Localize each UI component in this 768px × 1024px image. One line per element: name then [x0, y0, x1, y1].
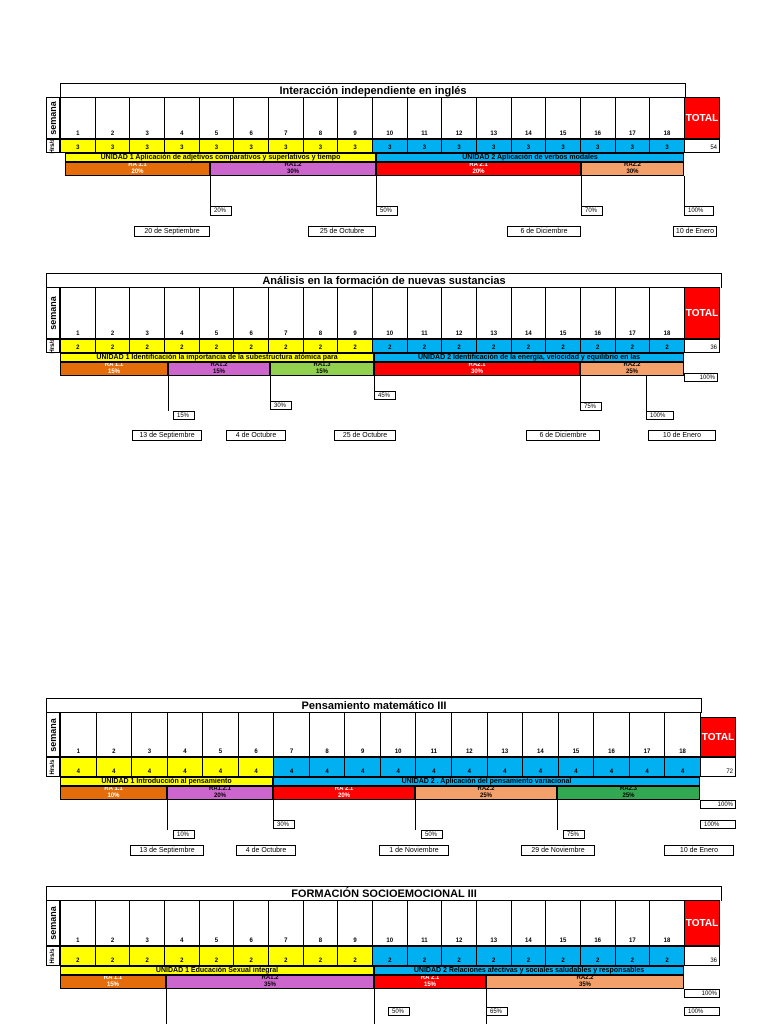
hours-cell: 3 [442, 139, 477, 153]
week-cell: 10 [381, 712, 417, 757]
hours-cell: 4 [239, 757, 275, 777]
hours-row [60, 339, 685, 353]
divider [168, 376, 169, 411]
week-cell: 3 [132, 712, 168, 757]
accum-pct: 100% [700, 800, 736, 809]
hours-cell: 4 [452, 757, 488, 777]
accum-pct: 100% [700, 820, 736, 829]
ra-bar: RA1.2 35% [166, 975, 374, 989]
hours-cell: 2 [304, 946, 339, 966]
divider [210, 176, 211, 206]
week-cell: 14 [512, 97, 547, 139]
week-cell: 13 [477, 97, 512, 139]
hours-cell: 2 [96, 946, 131, 966]
hours-cell: 3 [616, 139, 651, 153]
ra-bar: RA2.1 30% [374, 362, 580, 376]
week-cell: 9 [338, 287, 373, 339]
week-cell: 15 [546, 287, 581, 339]
total-header: TOTAL [684, 287, 720, 339]
divider [557, 800, 558, 830]
week-cell: 2 [96, 97, 131, 139]
week-row [60, 712, 701, 757]
week-cell: 9 [345, 712, 381, 757]
week-cell: 6 [234, 287, 269, 339]
week-cell: 7 [269, 97, 304, 139]
hours-cell: 2 [338, 339, 373, 353]
date-box: 29 de Noviembre [521, 845, 595, 856]
ra-bar: RA 1.1 15% [60, 975, 166, 989]
week-cell: 16 [594, 712, 630, 757]
hours-cell: 2 [373, 946, 408, 966]
hours-cell: 2 [650, 946, 685, 966]
hours-cell: 2 [130, 946, 165, 966]
week-cell: 13 [488, 712, 524, 757]
divider [580, 376, 581, 402]
hours-cell: 3 [408, 139, 443, 153]
unit-1-bar: UNIDAD 1 Introducción al pensamiento [60, 777, 273, 786]
week-cell: 6 [234, 900, 269, 946]
total-header: TOTAL [684, 97, 720, 139]
hours-cell: 3 [650, 139, 685, 153]
hours-cell: 2 [269, 946, 304, 966]
hours-cell: 2 [581, 339, 616, 353]
semana-label: semana [46, 287, 60, 339]
hours-cell: 3 [304, 139, 339, 153]
hours-cell: 4 [665, 757, 701, 777]
date-box: 25 de Octubre [308, 226, 376, 237]
hours-cell: 2 [61, 946, 96, 966]
accum-pct: 100% [646, 411, 674, 420]
hours-cell: 2 [61, 339, 96, 353]
hours-cell: 2 [616, 946, 651, 966]
week-cell: 11 [408, 287, 443, 339]
total-hours: 72 [700, 757, 736, 777]
divider [374, 989, 375, 1024]
block-title: Pensamiento matemático III [46, 698, 702, 713]
ra-bar: RA1.3 15% [270, 362, 374, 376]
week-cell: 18 [665, 712, 701, 757]
hours-cell: 3 [546, 139, 581, 153]
divider [415, 800, 416, 830]
accum-pct: 100% [684, 206, 714, 216]
divider [646, 376, 647, 412]
hours-cell: 4 [274, 757, 310, 777]
ra-bar: RA 1.1 15% [60, 362, 168, 376]
hours-cell: 2 [234, 946, 269, 966]
hours-cell: 2 [408, 339, 443, 353]
hours-cell: 3 [269, 139, 304, 153]
hours-cell: 3 [165, 139, 200, 153]
hours-cell: 4 [168, 757, 204, 777]
hours-row [60, 946, 685, 966]
unit-1-bar: UNIDAD 1 Educación Sexual integral [60, 966, 374, 975]
week-cell: 2 [97, 712, 133, 757]
ra-bar: RA 2.1 20% [376, 162, 581, 176]
accum-pct: 65% [486, 1007, 508, 1016]
semana-label: semana [46, 900, 60, 946]
ra-bar: RA 2.1 20% [273, 786, 415, 800]
ra-bar: RA1.2 30% [210, 162, 376, 176]
hours-cell: 3 [477, 139, 512, 153]
week-cell: 3 [130, 900, 165, 946]
hours-cell: 4 [523, 757, 559, 777]
week-cell: 16 [581, 97, 616, 139]
date-box: 1 de Noviembre [379, 845, 449, 856]
hours-cell: 3 [338, 139, 373, 153]
week-cell: 5 [200, 900, 235, 946]
hours-cell: 4 [345, 757, 381, 777]
ra-bar: RA 1.1 10% [60, 786, 167, 800]
hours-cell: 2 [304, 339, 339, 353]
hours-row [60, 757, 701, 777]
week-cell: 7 [274, 712, 310, 757]
accum-pct: 70% [581, 206, 603, 216]
hours-row [60, 139, 685, 153]
week-cell: 15 [559, 712, 595, 757]
block-title: FORMACIÓN SOCIOEMOCIONAL III [46, 886, 722, 901]
accum-pct: 50% [421, 830, 443, 839]
week-cell: 9 [338, 900, 373, 946]
hours-cell: 2 [373, 339, 408, 353]
date-box: 13 de Septiembre [130, 845, 204, 856]
hours-cell: 4 [97, 757, 133, 777]
week-cell: 18 [650, 287, 685, 339]
hours-cell: 3 [200, 139, 235, 153]
hours-cell: 3 [512, 139, 547, 153]
hours-cell: 4 [594, 757, 630, 777]
ra-bar: RA2.2 35% [486, 975, 684, 989]
date-box: 4 de Octubre [236, 845, 296, 856]
hours-cell: 2 [581, 946, 616, 966]
divider [273, 800, 274, 820]
week-cell: 8 [304, 97, 339, 139]
hrs-label: Hrs/s [46, 757, 60, 777]
hours-cell: 2 [130, 339, 165, 353]
block-title: Análisis en la formación de nuevas sustancias [46, 273, 722, 288]
week-cell: 8 [304, 900, 339, 946]
date-box: 6 de Diciembre [507, 226, 581, 237]
week-cell: 7 [269, 287, 304, 339]
week-cell: 7 [269, 900, 304, 946]
hours-cell: 2 [616, 339, 651, 353]
week-cell: 6 [239, 712, 275, 757]
hours-cell: 2 [512, 339, 547, 353]
accum-pct: 20% [210, 206, 232, 216]
accum-pct: 15% [173, 411, 195, 420]
divider [376, 176, 377, 206]
hours-cell: 4 [559, 757, 595, 777]
week-cell: 15 [546, 900, 581, 946]
week-cell: 12 [442, 97, 477, 139]
hours-cell: 2 [442, 946, 477, 966]
divider [684, 176, 685, 206]
hours-cell: 4 [310, 757, 346, 777]
week-cell: 1 [61, 97, 96, 139]
hours-cell: 4 [630, 757, 666, 777]
hours-cell: 2 [165, 946, 200, 966]
hours-cell: 2 [650, 339, 685, 353]
accum-pct: 100% [684, 989, 720, 998]
hours-cell: 2 [546, 946, 581, 966]
week-cell: 18 [650, 900, 685, 946]
week-cell: 17 [630, 712, 666, 757]
date-box: 6 de Diciembre [526, 430, 600, 441]
week-cell: 9 [338, 97, 373, 139]
hours-cell: 4 [132, 757, 168, 777]
unit-1-bar: UNIDAD 1 Aplicación de adjetivos comparativos y superlativos y tiempo [65, 153, 376, 162]
date-box: 20 de Septiembre [134, 226, 210, 237]
hours-cell: 3 [581, 139, 616, 153]
week-cell: 17 [616, 287, 651, 339]
hours-cell: 4 [416, 757, 452, 777]
week-cell: 11 [408, 900, 443, 946]
unit-2-bar: UNIDAD 2 Relaciones afectivas y sociales saludables y responsables [374, 966, 684, 975]
hours-cell: 2 [200, 339, 235, 353]
week-cell: 2 [96, 900, 131, 946]
total-hours: 54 [684, 139, 720, 153]
unit-2-bar: UNIDAD 2 Identificación de la energía, velocidad y equilibrio en las [374, 353, 684, 362]
week-cell: 8 [304, 287, 339, 339]
hours-cell: 2 [96, 339, 131, 353]
accum-pct: 75% [580, 402, 602, 411]
week-cell: 16 [581, 287, 616, 339]
accum-pct: 45% [374, 391, 396, 400]
hours-cell: 3 [373, 139, 408, 153]
week-cell: 4 [165, 287, 200, 339]
hours-cell: 2 [165, 339, 200, 353]
hours-cell: 2 [546, 339, 581, 353]
week-cell: 6 [234, 97, 269, 139]
week-cell: 8 [310, 712, 346, 757]
week-cell: 11 [408, 97, 443, 139]
ra-bar: RA 1.1 20% [65, 162, 210, 176]
unit-1-bar: UNIDAD 1 Identificación la importancia de la subestructura atómica para [60, 353, 374, 362]
ra-bar: RA2.3 25% [557, 786, 700, 800]
hours-cell: 4 [203, 757, 239, 777]
hours-cell: 2 [234, 339, 269, 353]
hours-cell: 4 [488, 757, 524, 777]
ra-bar: RA2.2 25% [415, 786, 557, 800]
hours-cell: 3 [96, 139, 131, 153]
hours-cell: 2 [477, 946, 512, 966]
week-cell: 12 [452, 712, 488, 757]
week-cell: 5 [203, 712, 239, 757]
week-cell: 5 [200, 287, 235, 339]
week-cell: 17 [616, 900, 651, 946]
week-cell: 10 [373, 287, 408, 339]
week-cell: 14 [512, 900, 547, 946]
total-hours: 36 [684, 339, 720, 353]
week-cell: 4 [165, 900, 200, 946]
accum-pct: 30% [270, 401, 292, 410]
divider [167, 800, 168, 830]
week-cell: 14 [512, 287, 547, 339]
unit-2-bar: UNIDAD 2 . Aplicación del pensamiento variacional [273, 777, 700, 786]
total-hours: 36 [684, 946, 720, 966]
week-cell: 1 [61, 712, 97, 757]
week-row [60, 287, 685, 339]
week-cell: 14 [523, 712, 559, 757]
date-box: 25 de Octubre [334, 430, 396, 441]
week-cell: 4 [168, 712, 204, 757]
hours-cell: 2 [512, 946, 547, 966]
accum-pct: 30% [273, 820, 295, 829]
accum-pct: 50% [376, 206, 398, 216]
hours-cell: 2 [338, 946, 373, 966]
week-cell: 17 [616, 97, 651, 139]
date-box: 10 de Enero [664, 845, 734, 856]
schedule-block-socioemocional [46, 883, 720, 1024]
total-header: TOTAL [684, 900, 720, 946]
week-cell: 10 [373, 900, 408, 946]
week-cell: 3 [130, 287, 165, 339]
week-cell: 3 [130, 97, 165, 139]
week-cell: 1 [61, 287, 96, 339]
week-cell: 2 [96, 287, 131, 339]
week-cell: 16 [581, 900, 616, 946]
ra-bar: RA1.2 15% [168, 362, 270, 376]
hours-cell: 4 [381, 757, 417, 777]
date-box: 13 de Septiembre [132, 430, 202, 441]
divider [270, 376, 271, 401]
week-cell: 12 [442, 900, 477, 946]
ra-bar: RA 2.1 15% [374, 975, 486, 989]
schedule-block-sustancias [46, 270, 720, 445]
week-cell: 12 [442, 287, 477, 339]
divider [166, 989, 167, 1024]
week-cell: 13 [477, 287, 512, 339]
total-header: TOTAL [700, 717, 736, 757]
week-cell: 10 [373, 97, 408, 139]
hours-cell: 4 [61, 757, 97, 777]
divider [581, 176, 582, 206]
unit-2-bar: UNIDAD 2 Aplicación de verbos modales [376, 153, 684, 162]
hrs-label: Hrs/s [46, 139, 60, 153]
week-cell: 15 [546, 97, 581, 139]
hours-cell: 2 [442, 339, 477, 353]
accum-pct: 50% [388, 1007, 410, 1016]
week-cell: 4 [165, 97, 200, 139]
hrs-label: Hrs/s [46, 946, 60, 966]
accum-pct: 100% [684, 373, 718, 382]
ra-bar: RA2.2 25% [580, 362, 684, 376]
date-box: 10 de Enero [648, 430, 716, 441]
accum-pct: 10% [173, 830, 195, 839]
week-cell: 18 [650, 97, 685, 139]
accum-pct: 100% [684, 1007, 720, 1016]
date-box: 10 de Enero [673, 226, 717, 237]
week-row [60, 97, 685, 139]
hours-cell: 2 [200, 946, 235, 966]
ra-bar: RA2.2 30% [581, 162, 684, 176]
week-row [60, 900, 685, 946]
date-box: 4 de Octubre [226, 430, 286, 441]
schedule-block-matematico [46, 695, 735, 870]
semana-label: semana [46, 97, 60, 139]
accum-pct: 75% [563, 830, 585, 839]
week-cell: 13 [477, 900, 512, 946]
hours-cell: 2 [477, 339, 512, 353]
semana-label: semana [46, 712, 60, 757]
block-title: Interacción independiente en inglés [60, 83, 686, 98]
week-cell: 11 [416, 712, 452, 757]
week-cell: 5 [200, 97, 235, 139]
ra-bar: RA1.2.1 20% [167, 786, 273, 800]
hours-cell: 3 [234, 139, 269, 153]
week-cell: 1 [61, 900, 96, 946]
schedule-block-ingles [46, 80, 720, 250]
hours-cell: 2 [408, 946, 443, 966]
hours-cell: 2 [269, 339, 304, 353]
hours-cell: 3 [61, 139, 96, 153]
hrs-label: Hrs/s [46, 339, 60, 353]
divider [374, 376, 375, 391]
hours-cell: 3 [130, 139, 165, 153]
